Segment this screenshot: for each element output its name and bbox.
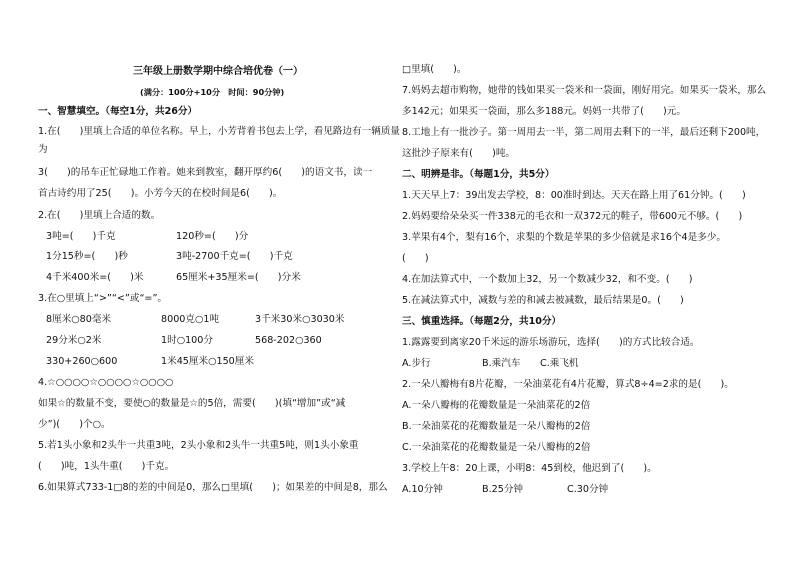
q3-heading: 3.在○里填上“>”“<”或“=”。	[38, 293, 168, 304]
q7-line-2: 多142元；如果买一袋面，那么多188元。妈妈一共带了( )元。	[402, 106, 686, 117]
q4-line-2: 如果☆的数量不变，要使○的数量是☆的5倍，需要( )(填“增加”或“减	[38, 398, 346, 409]
choice-2-option-a: A.一朵八瓣梅的花瓣数量是一朵油菜花的2倍	[402, 400, 591, 411]
q4-line-1: 4.☆○○○○☆○○○○☆○○○○	[38, 377, 174, 388]
q5-line-2: ( )吨，1头牛重( )千克。	[38, 461, 175, 472]
q3-cell: 330+260○600	[46, 356, 118, 367]
q1-line-4: 首古诗约用了25( )。小芳今天的在校时间是6( )。	[38, 188, 283, 199]
choice-3-option-a: A.10分钟	[402, 484, 443, 495]
q3-cell: 8厘米○80毫米	[46, 314, 112, 325]
q7-line-1: 7.妈妈去超市购物，她带的钱如果买一袋米和一袋面，刚好用完。如果买一袋米，那么	[402, 85, 767, 96]
judge-4: 4.在加法算式中，一个数加上32，另一个数减少32，和不变。( )	[402, 274, 693, 285]
q6-line-1: 6.如果算式733-1□8的差的中间是0，那么□里填( )；如果差的中间是8，那么	[38, 482, 388, 493]
choice-1-question: 1.露露要到离家20千米远的游乐场游玩，选择( )的方式比较合适。	[402, 337, 700, 348]
q3-cell: 3千米30米○3030米	[255, 314, 345, 325]
q2-cell: 3吨-2700千克=( )千克	[176, 251, 293, 262]
q4-line-3: 少”)( )个○。	[38, 419, 111, 430]
choice-2-question: 2.一朵八瓣梅有8片花瓣，一朵油菜花有4片花瓣，算式8÷4=2求的是( )。	[402, 379, 734, 390]
q8-line-1: 8.工地上有一批沙子。第一周用去一半，第二周用去剩下的一半，最后还剩下200吨，	[402, 127, 766, 138]
q2-cell: 120秒=( )分	[176, 231, 249, 242]
choice-3-option-b: B.25分钟	[482, 484, 524, 495]
q6-line-2: □里填( )。	[402, 64, 467, 75]
q1-line-2: 为	[38, 144, 48, 155]
section-3-heading: 三、慎重选择。（每题2分，共10分）	[402, 316, 562, 327]
q2-cell: 3吨=( )千克	[46, 231, 116, 242]
choice-3-question: 3.学校上午8：20上课，小明8：45到校，他迟到了( )。	[402, 463, 657, 474]
judge-3-line-1: 3.苹果有4个，梨有16个，求梨的个数是苹果的多少倍就是求16个4是多少。	[402, 232, 726, 243]
judge-2: 2.妈妈要给朵朵买一件338元的毛衣和一双372元的鞋子，带600元不够。( )	[402, 211, 743, 222]
section-1-heading: 一、智慧填空。（每空1分，共26分）	[38, 106, 198, 117]
q3-cell: 1米45厘米○150厘米	[161, 356, 254, 367]
choice-1-option-a: A.步行	[402, 358, 431, 369]
choice-3-option-c: C.30分钟	[567, 484, 609, 495]
q2-cell: 4千米400米=( )米	[46, 272, 144, 283]
paper-title: 三年级上册数学期中综合培优卷（一）	[133, 66, 303, 77]
choice-1-option-b: B.乘汽车	[482, 358, 521, 369]
q2-cell: 1分15秒=( )秒	[46, 251, 128, 262]
q2-heading: 2.在( )里填上合适的数。	[38, 210, 161, 221]
q5-line-1: 5.若1头小象和2头牛一共重3吨，2头小象和2头牛一共重5吨，则1头小象重	[38, 440, 359, 451]
q3-cell: 568-202○360	[255, 335, 322, 346]
judge-3-line-2: ( )	[402, 253, 429, 264]
q2-cell: 65厘米+35厘米=( )分米	[176, 272, 301, 283]
q3-cell: 29分米○2米	[46, 335, 102, 346]
choice-1-option-c: C.乘飞机	[540, 358, 579, 369]
section-2-heading: 二、明辨是非。（每题1分，共5分）	[402, 169, 555, 180]
judge-5: 5.在减法算式中，减数与差的和减去被减数，最后结果是0。( )	[402, 295, 684, 306]
q3-cell: 1时○100分	[161, 335, 213, 346]
judge-1: 1.天天早上7：39出发去学校，8：00准时到达。天天在路上用了61分钟。( )	[402, 190, 746, 201]
q1-line-3: 3( )的吊车正忙碌地工作着。她来到教室，翻开厚约6( )的语文书，读一	[38, 167, 373, 178]
choice-2-option-b: B.一朵油菜花的花瓣数量是一朵八瓣梅的2倍	[402, 421, 591, 432]
q3-cell: 8000克○1吨	[161, 314, 220, 325]
choice-2-option-c: C.一朵油菜花的花瓣数量是一朵八瓣梅的2倍	[402, 442, 591, 453]
q1-line-1: 1.在( )里填上合适的单位名称。早上，小芳背着书包去上学，看见路边有一辆质量	[38, 126, 401, 137]
q8-line-2: 这批沙子原来有( )吨。	[402, 148, 516, 159]
paper-subtitle: (满分：100分+10分 时间：90分钟)	[140, 87, 285, 97]
